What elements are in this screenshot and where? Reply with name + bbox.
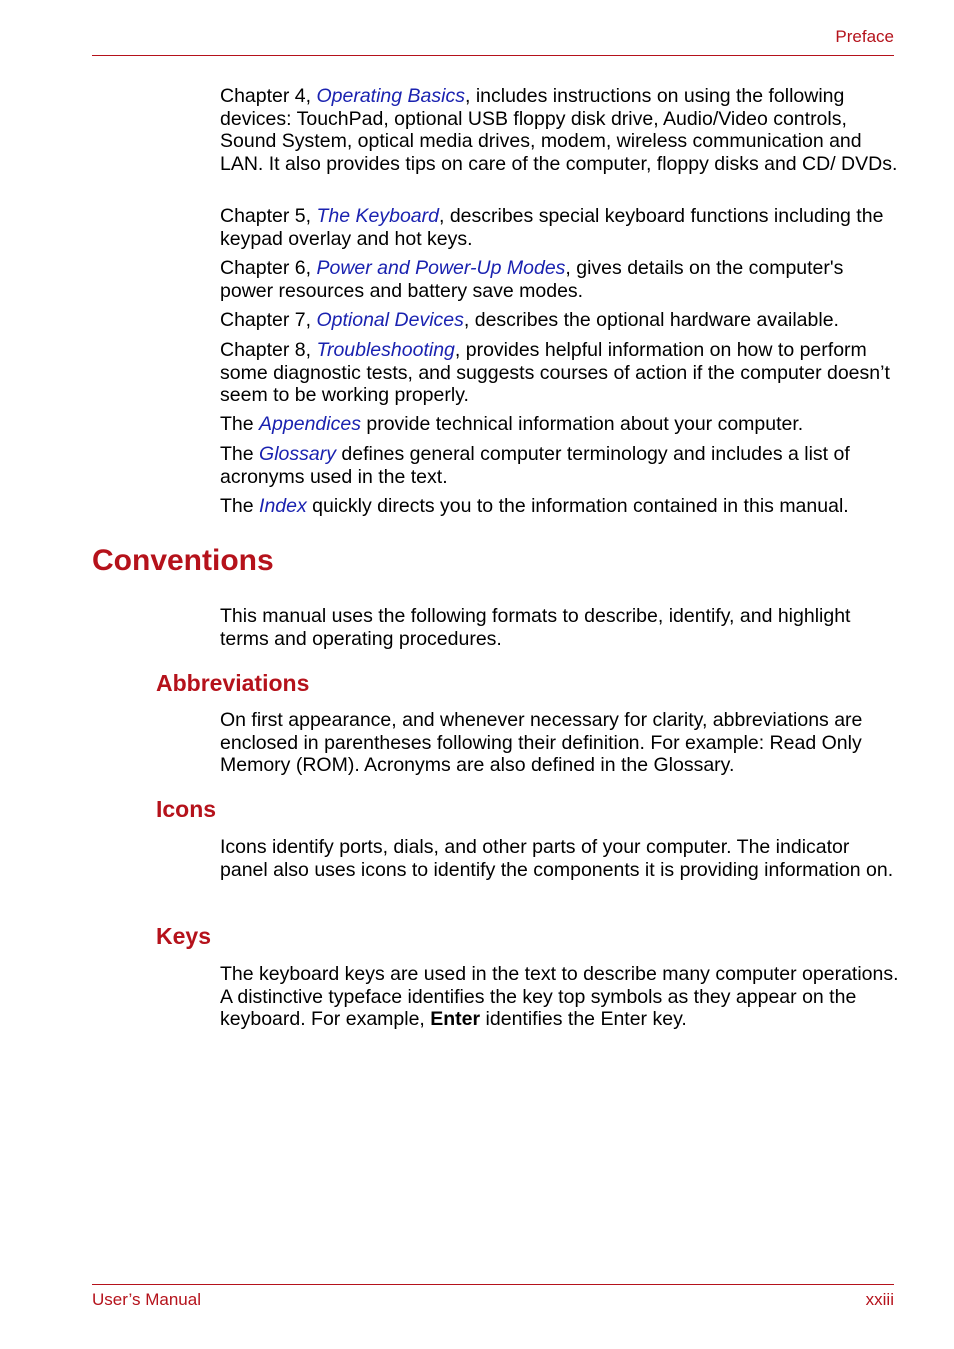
power-modes-link[interactable]: Power and Power-Up Modes [316, 257, 566, 279]
chapter-4-paragraph [220, 85, 900, 175]
glossary-prefix: The [220, 443, 260, 465]
icons-section [220, 836, 900, 881]
running-header: Preface [835, 27, 894, 46]
icons-heading: Icons [156, 796, 217, 822]
appendices-paragraph [220, 413, 900, 436]
chapter-5-desc: , describes special keyboard functions including the keypad overlay and hot keys. [220, 205, 884, 250]
abbreviations-section [220, 709, 900, 777]
page-number: xxiii [865, 1290, 894, 1309]
chapter-7-paragraph [220, 309, 900, 332]
enter-key-label: Enter [430, 1008, 481, 1030]
conventions-intro-text: This manual uses the following formats to describe, identify, and highlight terms and operating procedures. [220, 605, 851, 650]
chapter-4-prefix: Chapter 4, [220, 85, 317, 107]
chapter-6-paragraph [220, 257, 900, 302]
conventions-intro [220, 605, 900, 650]
index-prefix: The [220, 495, 260, 517]
appendices-link[interactable]: Appendices [259, 413, 361, 435]
the-keyboard-link[interactable]: The Keyboard [316, 205, 439, 227]
keys-text-pre: The keyboard keys are used in the text to describe many computer operations. A distinctive typeface identifies the key top symbols as they appear on the keyboard. For example, [220, 963, 899, 1030]
index-paragraph [220, 495, 900, 518]
glossary-paragraph [220, 443, 900, 488]
chapter-6-desc: , gives details on the computer's power resources and battery save modes. [220, 257, 844, 302]
appendices-desc: provide technical information about your computer. [360, 413, 804, 435]
appendices-prefix: The [220, 413, 260, 435]
keys-section [220, 963, 900, 1031]
keys-heading: Keys [156, 923, 211, 949]
optional-devices-link[interactable]: Optional Devices [316, 309, 464, 331]
footer-manual-title: User’s Manual [92, 1290, 201, 1309]
index-link[interactable]: Index [259, 495, 307, 517]
chapter-5-prefix: Chapter 5, [220, 205, 317, 227]
operating-basics-link[interactable]: Operating Basics [316, 85, 465, 107]
chapter-6-prefix: Chapter 6, [220, 257, 317, 279]
chapter-8-prefix: Chapter 8, [220, 339, 317, 361]
chapter-4-desc: , includes instructions on using the following devices: TouchPad, optional USB floppy disk drive, Audio/Video controls, Sound System, optical media drives, modem, wireless communication and LAN. It also provides tips on care of the computer, floppy disks and CD/ DVDs. [220, 85, 898, 175]
chapter-7-prefix: Chapter 7, [220, 309, 317, 331]
chapter-8-paragraph [220, 339, 900, 407]
chapter-8-desc: , provides helpful information on how to perform some diagnostic tests, and suggests courses of action if the computer doesn’t seem to be working properly. [220, 339, 890, 406]
glossary-desc: defines general computer terminology and includes a list of acronyms used in the text. [220, 443, 850, 488]
icons-text: Icons identify ports, dials, and other parts of your computer. The indicator panel also uses icons to identify the components it is providing information on. [220, 836, 894, 881]
keys-text-post: identifies the Enter key. [480, 1008, 687, 1030]
abbreviations-text: On first appearance, and whenever necessary for clarity, abbreviations are enclosed in parentheses following their definition. For example: Read Only Memory (ROM). Acronyms are also defined in the Glossary. [220, 709, 863, 776]
chapter-5-paragraph [220, 205, 900, 250]
conventions-heading: Conventions [92, 544, 274, 577]
chapter-7-desc: , describes the optional hardware available. [463, 309, 839, 331]
troubleshooting-link[interactable]: Troubleshooting [316, 339, 455, 361]
index-desc: quickly directs you to the information contained in this manual. [306, 495, 849, 517]
header-rule [92, 55, 894, 56]
glossary-link[interactable]: Glossary [259, 443, 336, 465]
abbreviations-heading: Abbreviations [156, 670, 310, 696]
footer-rule [92, 1284, 894, 1285]
